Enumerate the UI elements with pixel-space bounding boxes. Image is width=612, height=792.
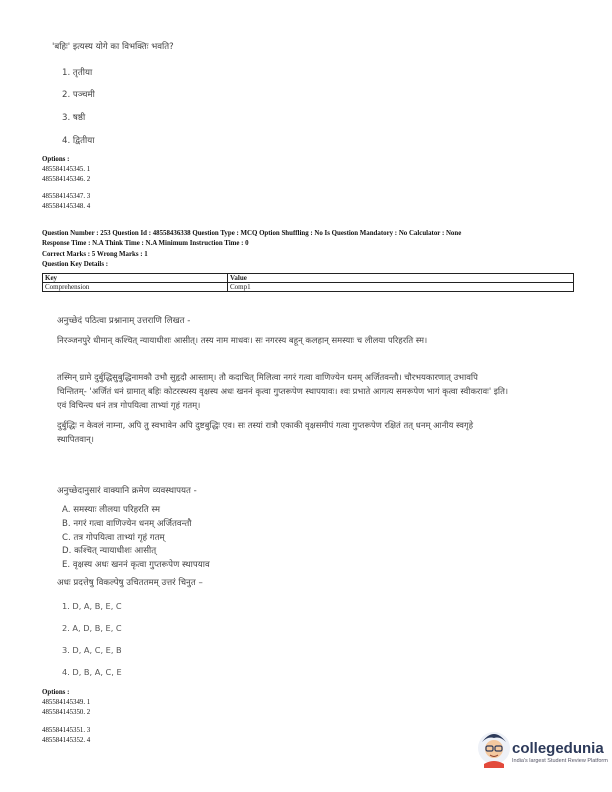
q1-question: 'बहिः' इत्यस्य योगे का विभक्तिः भवति? — [52, 42, 174, 52]
table-header-row — [43, 274, 574, 283]
table-cell-key: Comprehension — [43, 283, 228, 292]
sentence-a: A. समस्याः लीलया परिहरति स्म — [62, 505, 161, 515]
watermark-tagline: India's largest Student Review Platform — [512, 758, 608, 764]
q1-option-id-4: 485584145348. 4 — [42, 203, 91, 210]
sentence-e: E. वृक्षस्य अधः खननं कृत्वा गुप्तरूपेण स्थापयाव — [62, 560, 210, 570]
q2-choice-4: 4. D, B, A, C, E — [62, 667, 122, 677]
sentence-c: C. तत्र गोपयित्वा ताभ्यां गृहं गतम् — [62, 533, 165, 543]
passage-paragraph-1: निरञ्जनपुरे धीमान् कश्चित् न्यायाधीशः आसीत्। तस्य नाम माधवः। सः नगरस्य बहून् कलहान् समस्याः च लीलया परिहरति स्म। — [57, 335, 428, 345]
q1-choice-4: 4. द्वितीया — [62, 136, 95, 146]
q2-choice-2: 2. A, D, B, E, C — [62, 623, 122, 633]
q2-choice-1: 1. D, A, B, E, C — [62, 601, 122, 611]
q2-options-heading: Options : — [42, 689, 70, 696]
q1-choice-2: 2. पञ्चमी — [62, 90, 95, 100]
q2-option-id-2: 485584145350. 2 — [42, 709, 91, 716]
q2-option-id-1: 485584145349. 1 — [42, 699, 91, 706]
q2-choice-3: 3. D, A, C, E, B — [62, 645, 122, 655]
q2-key-heading: Question Key Details : — [42, 261, 109, 268]
question-key-table — [42, 273, 574, 292]
q1-option-id-2: 485584145346. 2 — [42, 176, 91, 183]
q2-meta-line1: Question Number : 253 Question Id : 48558436338 Question Type : MCQ Option Shuffling : No Is Question Mandatory : No Calculator : None — [42, 230, 462, 237]
q1-choice-3: 3. षष्ठी — [62, 113, 86, 123]
choose-instruction: अधः प्रदत्तेषु विकल्पेषु उचिततमम् उत्तरं चिनुत – — [57, 578, 203, 588]
passage-paragraph-2: तस्मिन् ग्रामे दुर्बुद्धिसुबुद्धिनामकौ उभौ सुहृदौ आस्ताम्। तौ कदाचित् मिलित्वा नगरं गत्वा वाणिज्येन धनम् अर्जितवन्तौ। चौरभयकारणात् उभावपि चिन्तितम्- 'अर्जितं धनं ग्रामात् बहिः कोटरस्थस्य वृक्षस्य अधः खननं कृत्वा गुप्तरूपेण स्थापयावः। श्वः प्रभाते आगत्य समरूपेण भागं कृत्वा स्वीकरावः' इति। एवं विचिन्त्य धनं तत्र गोपयित्वा ताभ्यां गृहं गतम्। — [57, 372, 509, 410]
q2-meta-line2: Response Time : N.A Think Time : N.A Minimum Instruction Time : 0 — [42, 240, 249, 247]
q1-choice-1: 1. तृतीया — [62, 68, 93, 78]
passage-paragraph-3: दुर्बुद्धिः न केवलं नाम्ना, अपि तु स्वभावेन अपि दुष्टबुद्धिः एव। सः तस्यां रात्रौ एकाकी वृक्षसमीपं गत्वा गुप्तरूपेण रक्षितं तत् धनम् आनीय स्वगृहे स्थापितवान्। — [57, 420, 474, 444]
q2-meta-line3: Correct Marks : 5 Wrong Marks : 1 — [42, 251, 148, 258]
passage-instruction: अनुच्छेदं पठित्वा प्रश्नानाम् उत्तराणि लिखत - — [57, 316, 191, 326]
q1-options-heading: Options : — [42, 156, 70, 163]
sentence-b: B. नगरं गत्वा वाणिज्येन धनम् अर्जितवन्तौ — [62, 519, 192, 529]
table-header-value: Value — [228, 274, 574, 283]
watermark-brand: collegedunia — [512, 740, 604, 757]
order-instruction: अनुच्छेदानुसारं वाक्यानि क्रमेण व्यवस्थापयत - — [57, 486, 197, 496]
table-header-key: Key — [43, 274, 228, 283]
q1-option-id-1: 485584145345. 1 — [42, 166, 91, 173]
q2-option-id-3: 485584145351. 3 — [42, 727, 91, 734]
sentence-d: D. कश्चित् न्यायाधीशः आसीत् — [62, 546, 157, 556]
table-cell-value: Comp1 — [228, 283, 574, 292]
table-row — [43, 283, 574, 292]
q2-option-id-4: 485584145352. 4 — [42, 737, 91, 744]
q1-option-id-3: 485584145347. 3 — [42, 193, 91, 200]
